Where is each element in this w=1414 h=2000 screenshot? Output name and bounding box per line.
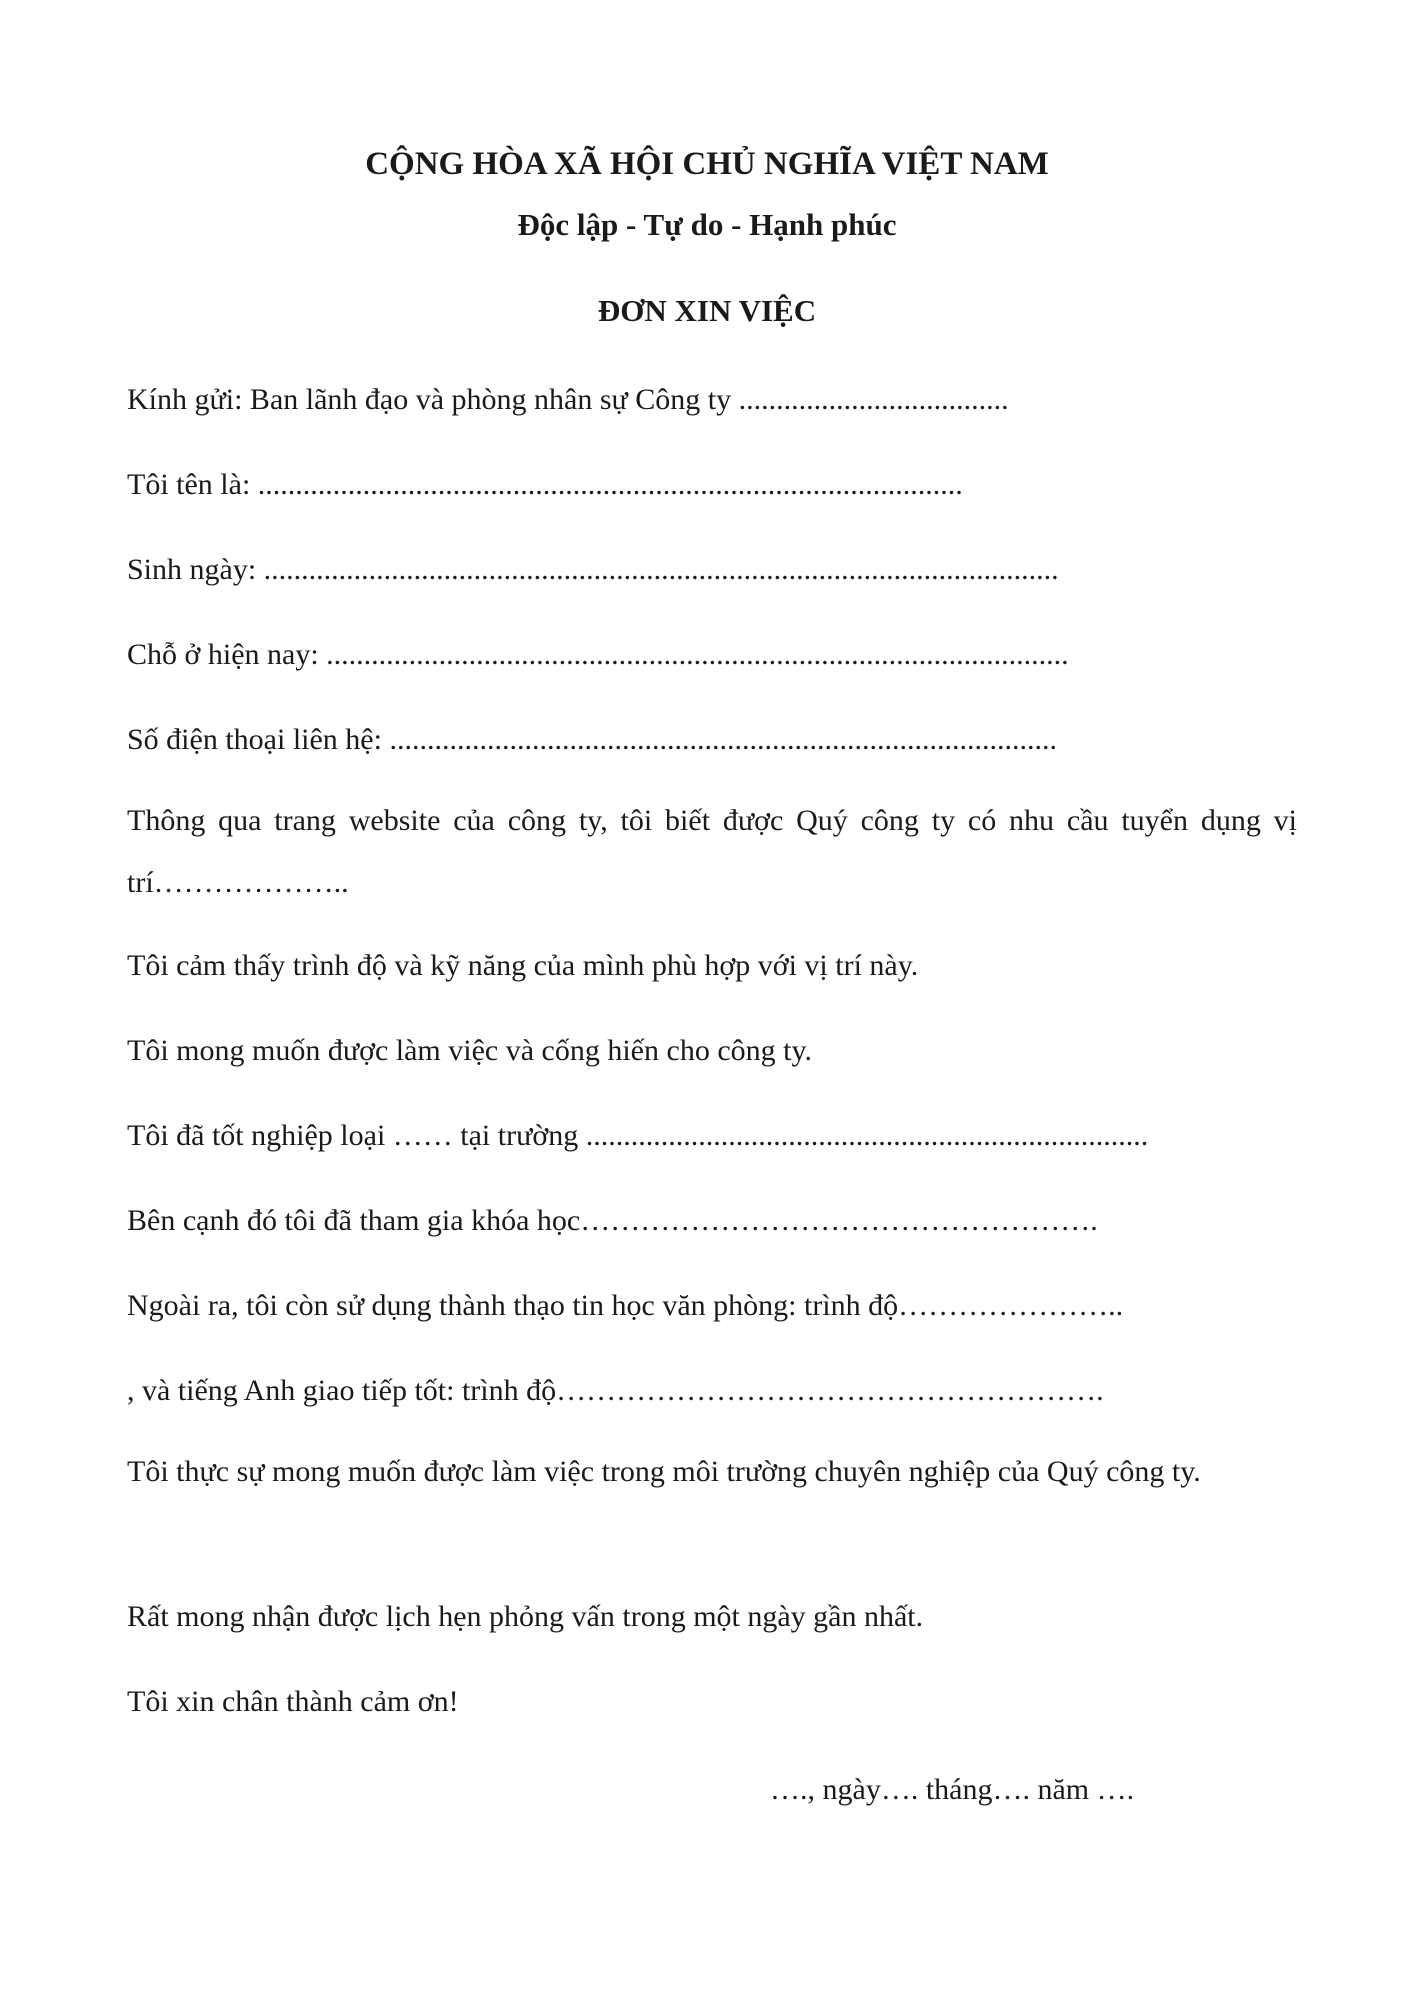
wish-line: Tôi mong muốn được làm việc và cống hiến cho công ty. bbox=[127, 1034, 813, 1067]
interview-line: Rất mong nhận được lịch hẹn phỏng vấn trong một ngày gần nhất. bbox=[127, 1600, 924, 1633]
closing-wish-paragraph: Tôi thực sự mong muốn được làm việc trong môi trường chuyên nghiệp của Quý công ty. bbox=[127, 1455, 1201, 1488]
address-line: Chỗ ở hiện nay: ................................................................................................... bbox=[127, 638, 1069, 671]
office-skills-line: Ngoài ra, tôi còn sử dụng thành thạo tin học văn phòng: trình độ………………….. bbox=[127, 1289, 1124, 1322]
recipient-line: Kính gửi: Ban lãnh đạo và phòng nhân sự Công ty .................................... bbox=[127, 383, 1009, 416]
dob-line: Sinh ngày: .......................................................................................................... bbox=[127, 553, 1059, 586]
intro-paragraph: Thông qua trang website của công ty, tôi biết được Quý công ty có nhu cầu tuyển dụng vị trí……………….. bbox=[127, 804, 1297, 899]
course-line: Bên cạnh đó tôi đã tham gia khóa học……………………………………………. bbox=[127, 1204, 1098, 1237]
phone-line: Số điện thoại liên hệ: ......................................................................................... bbox=[127, 723, 1057, 756]
thanks-line: Tôi xin chân thành cảm ơn! bbox=[127, 1685, 459, 1718]
nation-heading: CỘNG HÒA XÃ HỘI CHỦ NGHĨA VIỆT NAM bbox=[365, 146, 1049, 182]
motto-heading: Độc lập - Tự do - Hạnh phúc bbox=[517, 207, 897, 242]
graduation-line: Tôi đã tốt nghiệp loại …… tại trường ........................................................................... bbox=[127, 1119, 1149, 1152]
date-line: …., ngày…. tháng…. năm …. bbox=[770, 1773, 1135, 1806]
document-title: ĐƠN XIN VIỆC bbox=[597, 293, 817, 328]
skills-fit-line: Tôi cảm thấy trình độ và kỹ năng của mình phù hợp với vị trí này. bbox=[127, 949, 919, 982]
name-line: Tôi tên là: .............................................................................................. bbox=[127, 468, 963, 501]
english-line: , và tiếng Anh giao tiếp tốt: trình độ………………………………………………. bbox=[127, 1374, 1104, 1407]
